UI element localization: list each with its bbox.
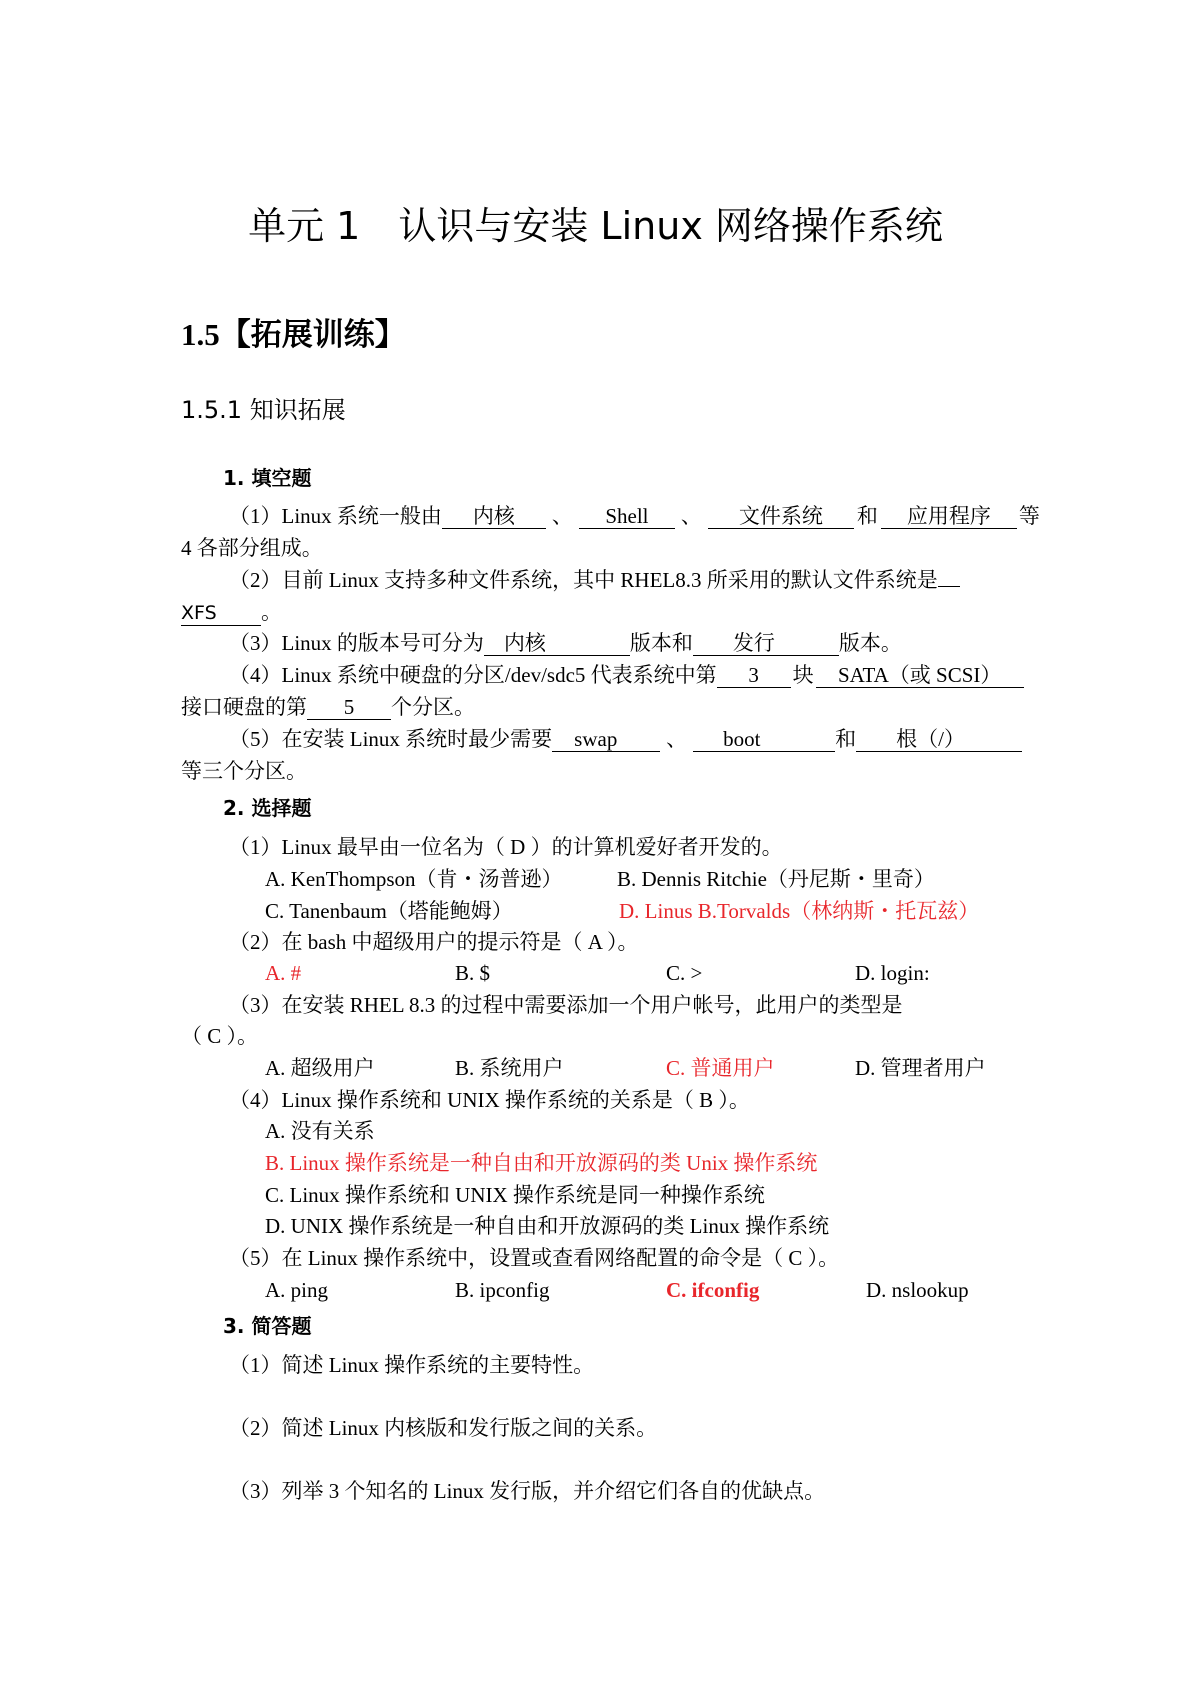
fill-heading: 1. 填空题 — [223, 466, 312, 490]
separator: 、 — [666, 727, 688, 751]
blank: 3 — [717, 663, 791, 688]
blank — [938, 586, 960, 587]
fill-q2-prefix: （2）目前 Linux 支持多种文件系统，其中 RHEL8.3 所采用的默认文件系统是 — [229, 568, 938, 592]
choice-q4-b: B. Linux 操作系统是一种自由和开放源码的类 Unix 操作系统 — [265, 1151, 818, 1175]
choice-q3-d: D. 管理者用户 — [855, 1056, 986, 1080]
blank: 根（/） — [856, 727, 1022, 752]
separator: 和 — [856, 504, 878, 528]
section-heading: 1.5【拓展训练】 — [181, 317, 406, 352]
fill-q4-mid: 块 — [792, 663, 814, 687]
choice-q3-stem: （3）在安装 RHEL 8.3 的过程中需要添加一个用户帐号，此用户的类型是 — [229, 993, 903, 1017]
choice-q3-a: A. 超级用户 — [265, 1056, 375, 1080]
choice-q4-a: A. 没有关系 — [265, 1119, 375, 1143]
fill-q5-prefix: （5）在安装 Linux 系统时最少需要 — [229, 727, 553, 751]
page-title: 单元 1 认识与安装 Linux 网络操作系统 — [248, 204, 943, 248]
blank: Shell — [579, 504, 675, 529]
choice-q1-c: C. Tanenbaum（塔能鲍姆） — [265, 899, 513, 923]
fill-q4-suffix: 个分区。 — [391, 695, 475, 719]
short-heading: 3. 简答题 — [223, 1314, 312, 1338]
choice-q5-c: C. ifconfig — [666, 1278, 760, 1302]
choice-q3-stem2: （ C ）。 — [181, 1024, 259, 1048]
fill-q1-line2: 4 各部分组成。 — [181, 536, 323, 560]
fill-q4-line1 — [229, 660, 1024, 690]
choice-q4-c: C. Linux 操作系统和 UNIX 操作系统是同一种操作系统 — [265, 1183, 765, 1207]
choice-q1-stem: （1）Linux 最早由一位名为（ D ）的计算机爱好者开发的。 — [229, 835, 783, 859]
choice-q3-c: C. 普通用户 — [666, 1056, 775, 1080]
choice-q5-b: B. ipconfig — [455, 1278, 550, 1302]
separator: 、 — [680, 504, 702, 528]
fill-q3-suffix: 版本。 — [838, 631, 902, 655]
choice-q2-c: C. > — [666, 961, 703, 985]
choice-q2-a: A. # — [265, 961, 302, 985]
blank: 内核 — [484, 631, 630, 656]
fill-q1-suffix: 等 — [1018, 504, 1040, 528]
blank: boot — [693, 727, 835, 752]
choice-q5-stem: （5）在 Linux 操作系统中，设置或查看网络配置的命令是（ C ）。 — [229, 1246, 840, 1270]
short-q1: （1）简述 Linux 操作系统的主要特性。 — [229, 1353, 595, 1377]
choice-q5-a: A. ping — [265, 1278, 328, 1302]
fill-q1-line1 — [229, 501, 1040, 531]
separator: 和 — [835, 727, 857, 751]
fill-q3-prefix: （3）Linux 的版本号可分为 — [229, 631, 484, 655]
fill-q4-prefix: （4）Linux 系统中硬盘的分区/dev/sdc5 代表系统中第 — [229, 663, 717, 687]
short-q2: （2）简述 Linux 内核版和发行版之间的关系。 — [229, 1416, 658, 1440]
fill-q4-line2 — [181, 692, 475, 722]
choice-q1-b: B. Dennis Ritchie（丹尼斯・里奇） — [617, 867, 935, 891]
blank: 5 — [307, 695, 391, 720]
choice-q2-b: B. $ — [455, 961, 491, 985]
choice-q2-d: D. login: — [855, 961, 930, 985]
choice-q3-b: B. 系统用户 — [455, 1056, 564, 1080]
blank: 发行 — [693, 631, 839, 656]
fill-q2-line2 — [181, 597, 282, 627]
blank: 内核 — [442, 504, 546, 529]
blank: 文件系统 — [708, 504, 854, 529]
short-q3: （3）列举 3 个知名的 Linux 发行版，并介绍它们各自的优缺点。 — [229, 1479, 826, 1503]
choice-heading: 2. 选择题 — [223, 796, 312, 820]
choice-q4-stem: （4）Linux 操作系统和 UNIX 操作系统的关系是（ B ）。 — [229, 1088, 750, 1112]
fill-q3-mid: 版本和 — [629, 631, 693, 655]
blank: SATA（或 SCSI） — [816, 663, 1024, 688]
subsection-heading: 1.5.1 知识拓展 — [181, 396, 346, 424]
blank: 应用程序 — [881, 504, 1017, 529]
fill-q5-line2: 等三个分区。 — [181, 759, 307, 783]
fill-q3 — [229, 628, 902, 658]
blank: swap — [552, 727, 660, 752]
blank: XFS — [181, 601, 261, 626]
separator: 、 — [551, 504, 573, 528]
fill-q1-prefix: （1）Linux 系统一般由 — [229, 504, 442, 528]
choice-q4-d: D. UNIX 操作系统是一种自由和开放源码的类 Linux 操作系统 — [265, 1214, 830, 1238]
fill-q2-suffix: 。 — [261, 600, 282, 624]
choice-q1-a: A. KenThompson（肯・汤普逊） — [265, 867, 563, 891]
choice-q1-d: D. Linus B.Torvalds（林纳斯・托瓦兹） — [619, 899, 980, 923]
choice-q5-d: D. nslookup — [866, 1278, 969, 1302]
choice-q2-stem: （2）在 bash 中超级用户的提示符是（ A ）。 — [229, 930, 639, 954]
fill-q5-line1 — [229, 724, 1022, 754]
fill-q4-cont: 接口硬盘的第 — [181, 695, 307, 719]
fill-q2-line1 — [229, 565, 960, 595]
